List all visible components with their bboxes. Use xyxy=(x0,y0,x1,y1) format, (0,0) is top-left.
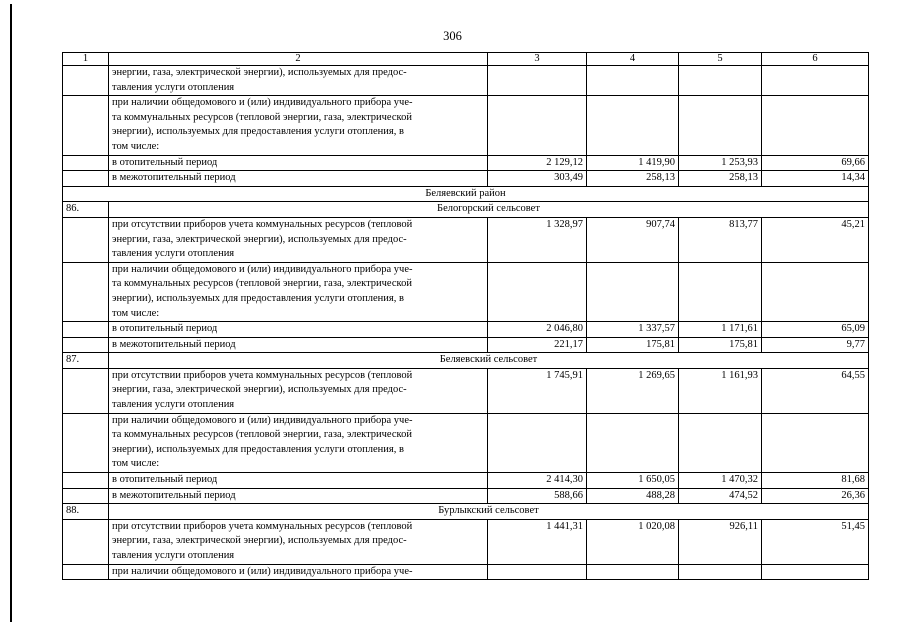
value-cell: 1 419,90 xyxy=(587,155,679,171)
heating-period-label: в отопительный период xyxy=(109,155,488,171)
value-cell: 175,81 xyxy=(587,337,679,353)
heating-period-label: в отопительный период xyxy=(109,473,488,489)
value-cell: 258,13 xyxy=(587,171,679,187)
value-cell: 1 337,57 xyxy=(587,322,679,338)
description-line: та коммунальных ресурсов (тепловой энергии, газа, электрической xyxy=(112,278,412,290)
interheating-period-label: в межотопительный период xyxy=(109,171,488,187)
description-line: при отсутствии приборов учета коммунальных ресурсов (тепловой xyxy=(112,520,413,532)
description-line: том числе: xyxy=(112,307,160,319)
description-line: при наличии общедомового и (или) индивидуального прибора уче- xyxy=(112,97,413,109)
value-cell: 1 161,93 xyxy=(679,368,762,413)
heating-period-row xyxy=(63,322,869,338)
value-cell: 1 171,61 xyxy=(679,322,762,338)
no-meter-row xyxy=(63,519,869,564)
value-cell: 1 269,65 xyxy=(587,368,679,413)
description-line: тавления услуги отопления xyxy=(112,550,235,561)
value-cell: 64,55 xyxy=(762,368,869,413)
value-cell: 1 745,91 xyxy=(488,368,587,413)
tariff-table xyxy=(62,52,869,580)
interheating-period-label: в межотопительный период xyxy=(109,337,488,353)
value-cell: 9,77 xyxy=(762,337,869,353)
value-cell: 1 441,31 xyxy=(488,519,587,564)
value-cell: 221,17 xyxy=(488,337,587,353)
meter-block-row xyxy=(63,413,869,472)
interheating-period-row xyxy=(63,488,869,504)
heating-period-row xyxy=(63,155,869,171)
heating-period-row xyxy=(63,473,869,489)
no-meter-row xyxy=(63,217,869,262)
description-line: при отсутствии приборов учета коммунальных ресурсов (тепловой xyxy=(112,218,413,230)
column-header: 6 xyxy=(762,53,869,66)
value-cell: 2 046,80 xyxy=(488,322,587,338)
value-cell: 1 650,05 xyxy=(587,473,679,489)
settlement-name: Белогорский сельсовет xyxy=(109,202,869,218)
column-header: 5 xyxy=(679,53,762,66)
meter-block-row xyxy=(63,96,869,155)
description-line: при отсутствии приборов учета коммунальных ресурсов (тепловой xyxy=(112,369,413,381)
value-cell: 474,52 xyxy=(679,488,762,504)
interheating-period-row xyxy=(63,337,869,353)
description-line: энергии), используемых для предоставления услуги отопления, в xyxy=(112,126,404,138)
value-cell: 14,34 xyxy=(762,171,869,187)
value-cell: 926,11 xyxy=(679,519,762,564)
district-row xyxy=(63,186,869,202)
description-line: энергии), используемых для предоставления услуги отопления, в xyxy=(112,292,404,304)
column-header: 4 xyxy=(587,53,679,66)
description-line: энергии, газа, электрической энергии), используемых для предос- xyxy=(112,384,407,396)
description-line: та коммунальных ресурсов (тепловой энергии, газа, электрической xyxy=(112,429,412,441)
description-line: при наличии общедомового и (или) индивидуального прибора уче- xyxy=(112,414,413,426)
description-line: энергии, газа, электрической энергии), используемых для предос- xyxy=(112,67,407,78)
column-header: 1 xyxy=(63,53,109,66)
interheating-period-row xyxy=(63,171,869,187)
value-cell: 1 020,08 xyxy=(587,519,679,564)
value-cell: 175,81 xyxy=(679,337,762,353)
description-line: тавления услуги отопления xyxy=(112,248,235,260)
value-cell: 2 129,12 xyxy=(488,155,587,171)
settlement-number: 86. xyxy=(63,202,109,218)
value-cell: 813,77 xyxy=(679,217,762,262)
value-cell: 488,28 xyxy=(587,488,679,504)
column-header: 3 xyxy=(488,53,587,66)
column-number-row xyxy=(63,53,869,66)
no-meter-row xyxy=(63,368,869,413)
value-cell: 258,13 xyxy=(679,171,762,187)
value-cell: 1 253,93 xyxy=(679,155,762,171)
settlement-number: 87. xyxy=(63,353,109,369)
description-line: тавления услуги отопления xyxy=(112,81,235,93)
description-line: энергии), используемых для предоставления услуги отопления, в xyxy=(112,443,404,455)
description-line: при наличии общедомового и (или) индивидуального прибора уче- xyxy=(109,564,488,580)
settlement-row xyxy=(63,202,869,218)
value-cell: 81,68 xyxy=(762,473,869,489)
value-cell: 69,66 xyxy=(762,155,869,171)
description-line: тавления услуги отопления xyxy=(112,399,235,411)
meter-block-row xyxy=(63,564,869,580)
value-cell: 1 470,32 xyxy=(679,473,762,489)
settlement-row xyxy=(63,504,869,520)
column-header: 2 xyxy=(109,53,488,66)
heating-period-label: в отопительный период xyxy=(109,322,488,338)
value-cell: 907,74 xyxy=(587,217,679,262)
value-cell: 588,66 xyxy=(488,488,587,504)
description-line: та коммунальных ресурсов (тепловой энергии, газа, электрической xyxy=(112,111,412,123)
description-line: том числе: xyxy=(112,458,160,470)
value-cell: 26,36 xyxy=(762,488,869,504)
value-cell: 1 328,97 xyxy=(488,217,587,262)
description-line: энергии, газа, электрической энергии), используемых для предос- xyxy=(112,535,407,547)
continuation-row xyxy=(63,66,869,96)
settlement-number: 88. xyxy=(63,504,109,520)
settlement-name: Бурлыкский сельсовет xyxy=(109,504,869,520)
description-line: энергии, газа, электрической энергии), используемых для предос- xyxy=(112,233,407,245)
value-cell: 65,09 xyxy=(762,322,869,338)
value-cell: 303,49 xyxy=(488,171,587,187)
value-cell: 45,21 xyxy=(762,217,869,262)
settlement-row xyxy=(63,353,869,369)
settlement-name: Беляевский сельсовет xyxy=(109,353,869,369)
description-line: при наличии общедомового и (или) индивидуального прибора уче- xyxy=(112,263,413,275)
value-cell: 2 414,30 xyxy=(488,473,587,489)
district-name: Беляевский район xyxy=(63,186,869,202)
value-cell: 51,45 xyxy=(762,519,869,564)
page-edge-bar xyxy=(10,4,12,622)
description-line: том числе: xyxy=(112,140,160,152)
interheating-period-label: в межотопительный период xyxy=(109,488,488,504)
page-number: 306 xyxy=(443,29,462,43)
meter-block-row xyxy=(63,262,869,321)
